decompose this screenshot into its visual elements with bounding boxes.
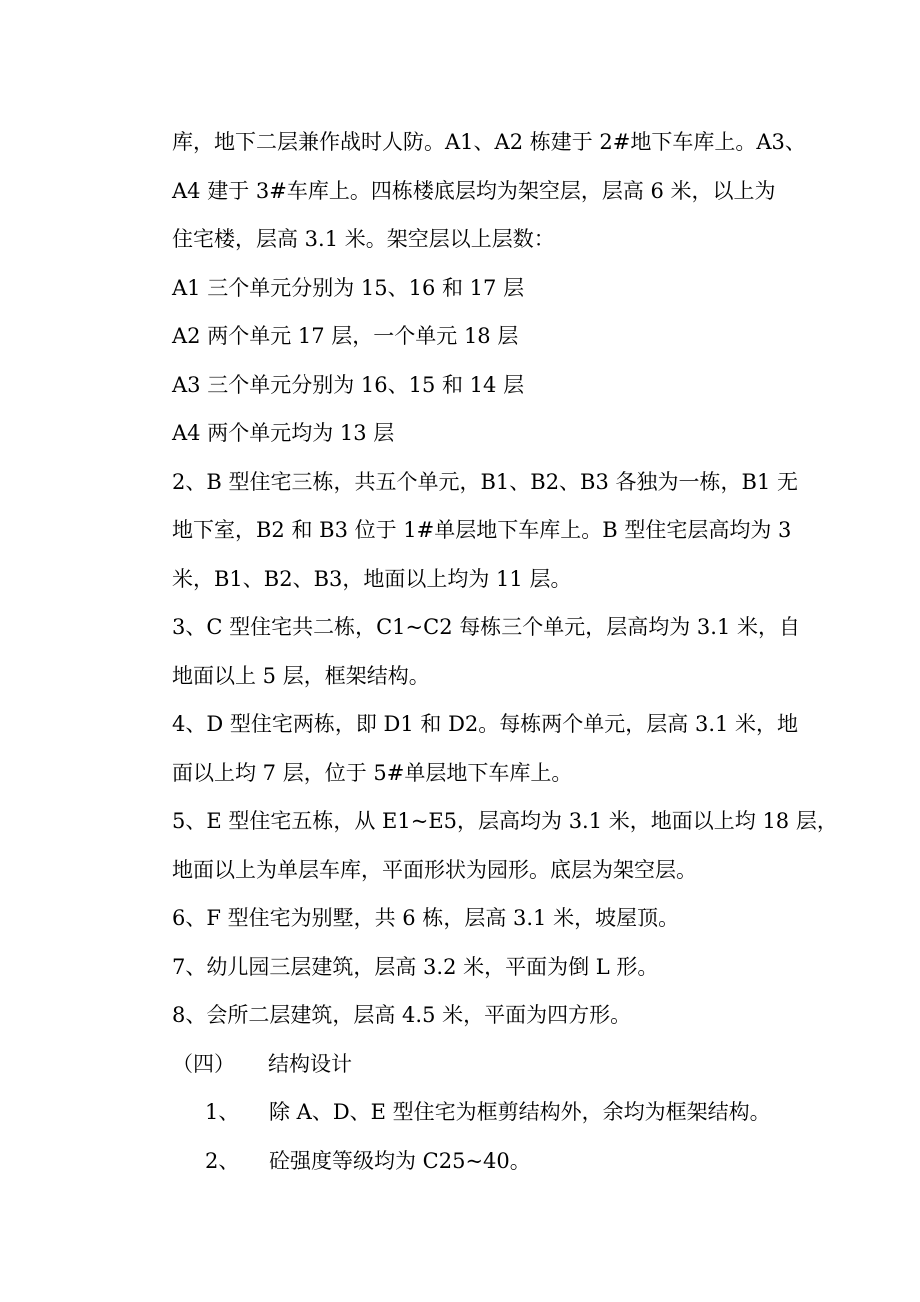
- text-line: A1 三个单元分别为 15、16 和 17 层: [172, 275, 525, 300]
- text-line: 6、F 型住宅为别墅，共 6 栋，层高 3.1 米，坡屋顶。: [172, 906, 680, 930]
- text-line: 4、D 型住宅两栋，即 D1 和 D2。每栋两个单元，层高 3.1 米，地: [172, 712, 799, 736]
- text-line: 米，B1、B2、B3，地面以上均为 11 层。: [172, 566, 572, 591]
- text-line: A3 三个单元分别为 16、15 和 14 层: [172, 372, 525, 397]
- text-line: 5、E 型住宅五栋，从 E1~E5，层高均为 3.1 米，地面以上均 18 层，: [172, 809, 838, 833]
- text-line: 面以上均 7 层，位于 5#单层地下车库上。: [172, 760, 573, 785]
- text-line: 7、幼儿园三层建筑，层高 3.2 米，平面为倒 L 形。: [172, 954, 659, 979]
- section-number: （四）: [172, 1051, 235, 1076]
- text-line: 地面以上为单层车库，平面形状为园形。底层为架空层。: [172, 857, 697, 882]
- list-item-text: 砼强度等级均为 C25~40。: [269, 1148, 531, 1173]
- text-line: A4 两个单元均为 13 层: [172, 421, 395, 445]
- list-item: [205, 1088, 792, 1137]
- text-line: 8、会所二层建筑，层高 4.5 米，平面为四方形。: [172, 1003, 632, 1027]
- text-line: 3、C 型住宅共二栋，C1~C2 每栋三个单元，层高均为 3.1 米，自: [172, 615, 800, 639]
- document-body: [172, 118, 838, 1185]
- text-line: A2 两个单元 17 层，一个单元 18 层: [172, 324, 519, 348]
- list-item: [205, 1137, 792, 1186]
- list-item-text: 除 A、D、E 型住宅为框剪结构外，余均为框架结构。: [269, 1100, 771, 1124]
- text-line: 库，地下二层兼作战时人防。A1、A2 栋建于 2#地下车库上。A3、: [172, 130, 806, 154]
- text-line: 地面以上 5 层，框架结构。: [172, 663, 430, 688]
- text-line: 住宅楼，层高 3.1 米。架空层以上层数：: [172, 227, 555, 251]
- list-item-number: 2、: [205, 1148, 240, 1173]
- section-heading: [172, 1040, 792, 1089]
- text-line: A4 建于 3#车库上。四栋楼底层均为架空层，层高 6 米，以上为: [172, 178, 776, 203]
- section-title: 结构设计: [268, 1051, 352, 1076]
- text-line: 地下室，B2 和 B3 位于 1#单层地下车库上。B 型住宅层高均为 3: [172, 518, 792, 542]
- text-line: 2、B 型住宅三栋，共五个单元，B1、B2、B3 各独为一栋，B1 无: [172, 469, 798, 494]
- list-item-number: 1、: [205, 1100, 240, 1124]
